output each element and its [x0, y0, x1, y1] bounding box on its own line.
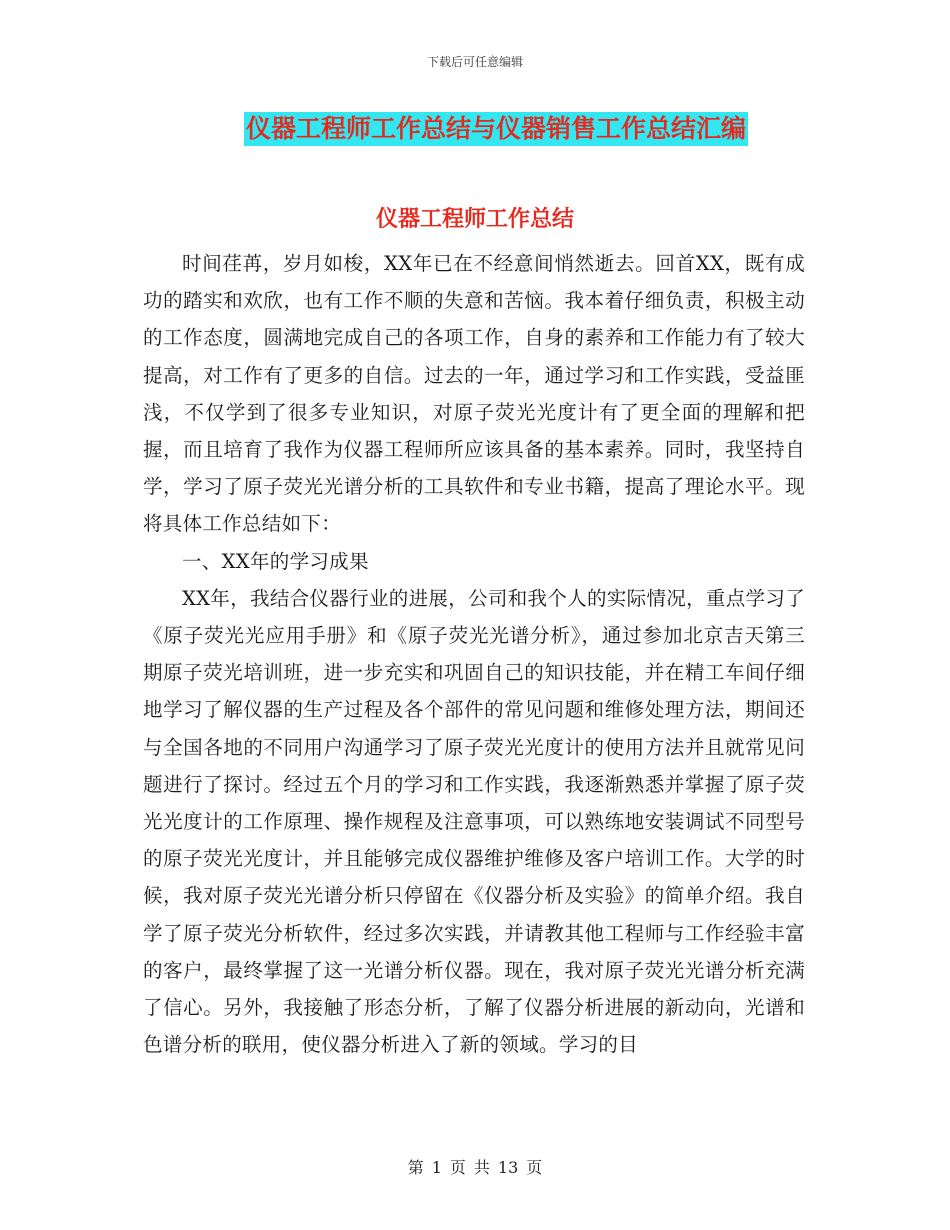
footer-mid: 页	[449, 1158, 466, 1177]
footer-total-pages: 13	[497, 1158, 519, 1177]
footer-suffix: 页	[526, 1158, 543, 1177]
header-note: 下载后可任意编辑	[426, 55, 523, 69]
footer-total-label: 共	[473, 1158, 490, 1177]
paragraph-heading-learning: 一、XX年的学习成果	[182, 549, 369, 573]
paragraph-intro: 时间荏苒，岁月如梭，XX年已在不经意间悄然逝去。回首XX，既有成功的踏实和欢欣，也有工作不顺的失意和苦恼。我本着仔细负责，积极主动的工作态度，圆满地完成自己的各项工作，自身的素养和工作能力有了较大提高，对工作有了更多的自信。过去的一年，通过学习和工作实践，受益匪浅，不仅学到了很多专业知识，对原子荧光光度计有了更全面的理解和把握，而且培育了我作为仪器工程师所应该具备的基本素养。同时，我坚持自学，学习了原子荧光光谱分析的工具软件和专业书籍，提高了理论水平。现将具体工作总结如下：	[143, 252, 805, 536]
main-title-container	[0, 112, 950, 146]
paragraph-learning: XX年，我结合仪器行业的进展，公司和我个人的实际情况，重点学习了《原子荧光光应用手册》和《原子荧光光谱分析》，通过参加北京吉天第三期原子荧光培训班，进一步充实和巩固自己的知识技能，并在精工车间仔细地学习了解仪器的生产过程及各个部件的常见问题和维修处理方法，期间还与全国各地的不同用户沟通学习了原子荧光光度计的使用方法并且就常见问题进行了探讨。经过五个月的学习和工作实践，我逐渐熟悉并掌握了原子荧光光度计的工作原理、操作规程及注意事项，可以熟练地安装调试不同型号的原子荧光光度计，并且能够完成仪器维护维修及客户培训工作。大学的时候，我对原子荧光光谱分析只停留在《仪器分析及实验》的简单介绍。我自学了原子荧光分析软件，经过多次实践，并请教其他工程师与工作经验丰富的客户，最终掌握了这一光谱分析仪器。现在，我对原子荧光光谱分析充满了信心。另外，我接触了形态分析，了解了仪器分析进展的新动向，光谱和色谱分析的联用，使仪器分析进入了新的领域。学习的目	[143, 586, 805, 1057]
footer-prefix: 第	[407, 1158, 424, 1177]
page-footer	[0, 1155, 950, 1178]
section-title: 仪器工程师工作总结	[375, 206, 574, 232]
body-text	[143, 245, 805, 1063]
footer-current-page: 1	[431, 1158, 442, 1177]
main-title: 仪器工程师工作总结与仪器销售工作总结汇编	[244, 112, 748, 146]
